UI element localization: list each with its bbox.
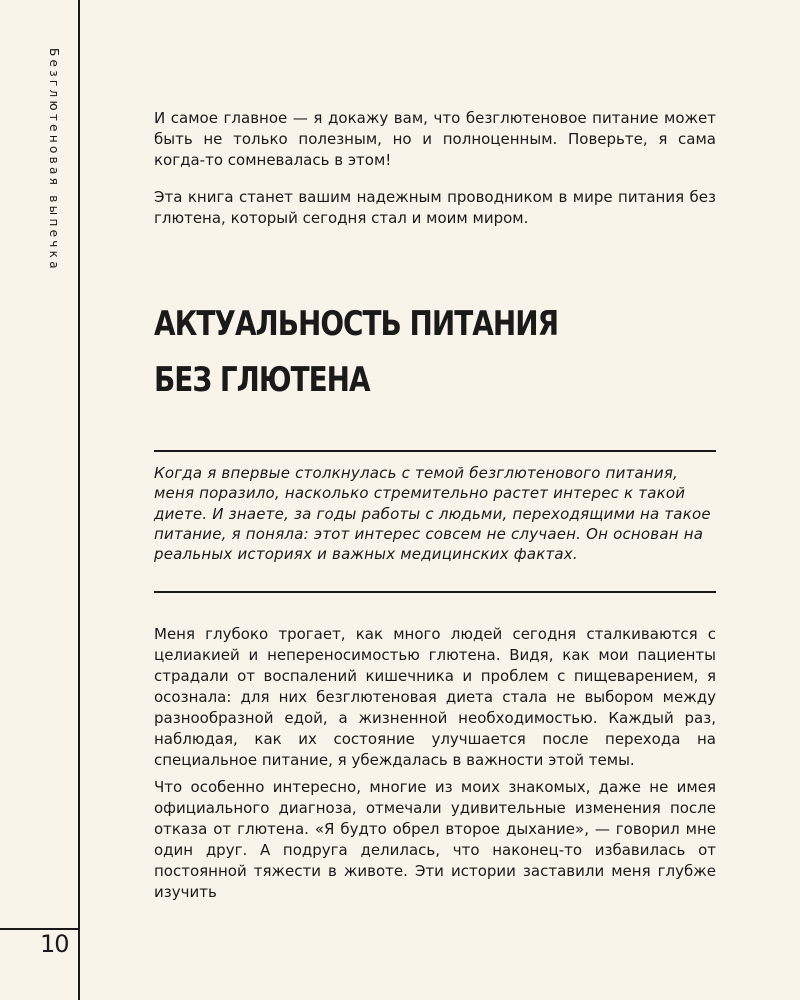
section-heading-line-1: АКТУАЛЬНОСТЬ ПИТАНИЯ [154,304,559,344]
paragraph-guide: Эта книга станет вашим надежным проводником в мире питания без глютена, который сегодня стал и моим миром. [154,188,716,227]
intro-bottom-rule [154,591,716,593]
intro-quote: Когда я впервые столкнулась с темой безглютенового питания, меня поразило, насколько стремительно растет интерес к такой диете. И знаете, за годы работы с людьми, переходящими на такое питание, я поняла: этот интерес совсем не случаен. Он основан на реальных историях и важных медицинских фактах. [154,464,711,564]
sidebar-divider [78,0,80,1000]
paragraph-celiac: Меня глубоко трогает, как много людей сегодня сталкиваются с целиакией и непереносимостью глютена. Видя, как мои пациенты страдали от воспалений кишечника и проблем с пищеварением, я осознала: для них безглютеновая диета стала не выбором между разнообразной едой, а жизненной необходимостью. Каждый раз, наблюдая, как их состояние улучшается после перехода на специальное питание, я убеждалась в важности этой темы. [154,625,716,769]
paragraph-main-point: И самое главное — я докажу вам, что безглютеновое питание может быть не только полезным, но и полноценным. Поверьте, я сама когда-то сомневалась в этом! [154,109,716,169]
intro-top-rule [154,450,716,452]
section-heading [154,296,613,408]
page-number: 10 [40,930,69,958]
section-heading-line-2: БЕЗ ГЛЮТЕНА [154,360,370,400]
running-title: Безглютеновая выпечка [47,48,61,272]
paragraph-friends: Что особенно интересно, многие из моих знакомых, даже не имея официального диагноза, отмечали удивительные изменения после отказа от глютена. «Я будто обрел второе дыхание», — говорил мне один друг. А подруга делилась, что наконец-то избавилась от постоянной тяжести в животе. Эти истории заставили меня глубже изучить [154,778,716,901]
